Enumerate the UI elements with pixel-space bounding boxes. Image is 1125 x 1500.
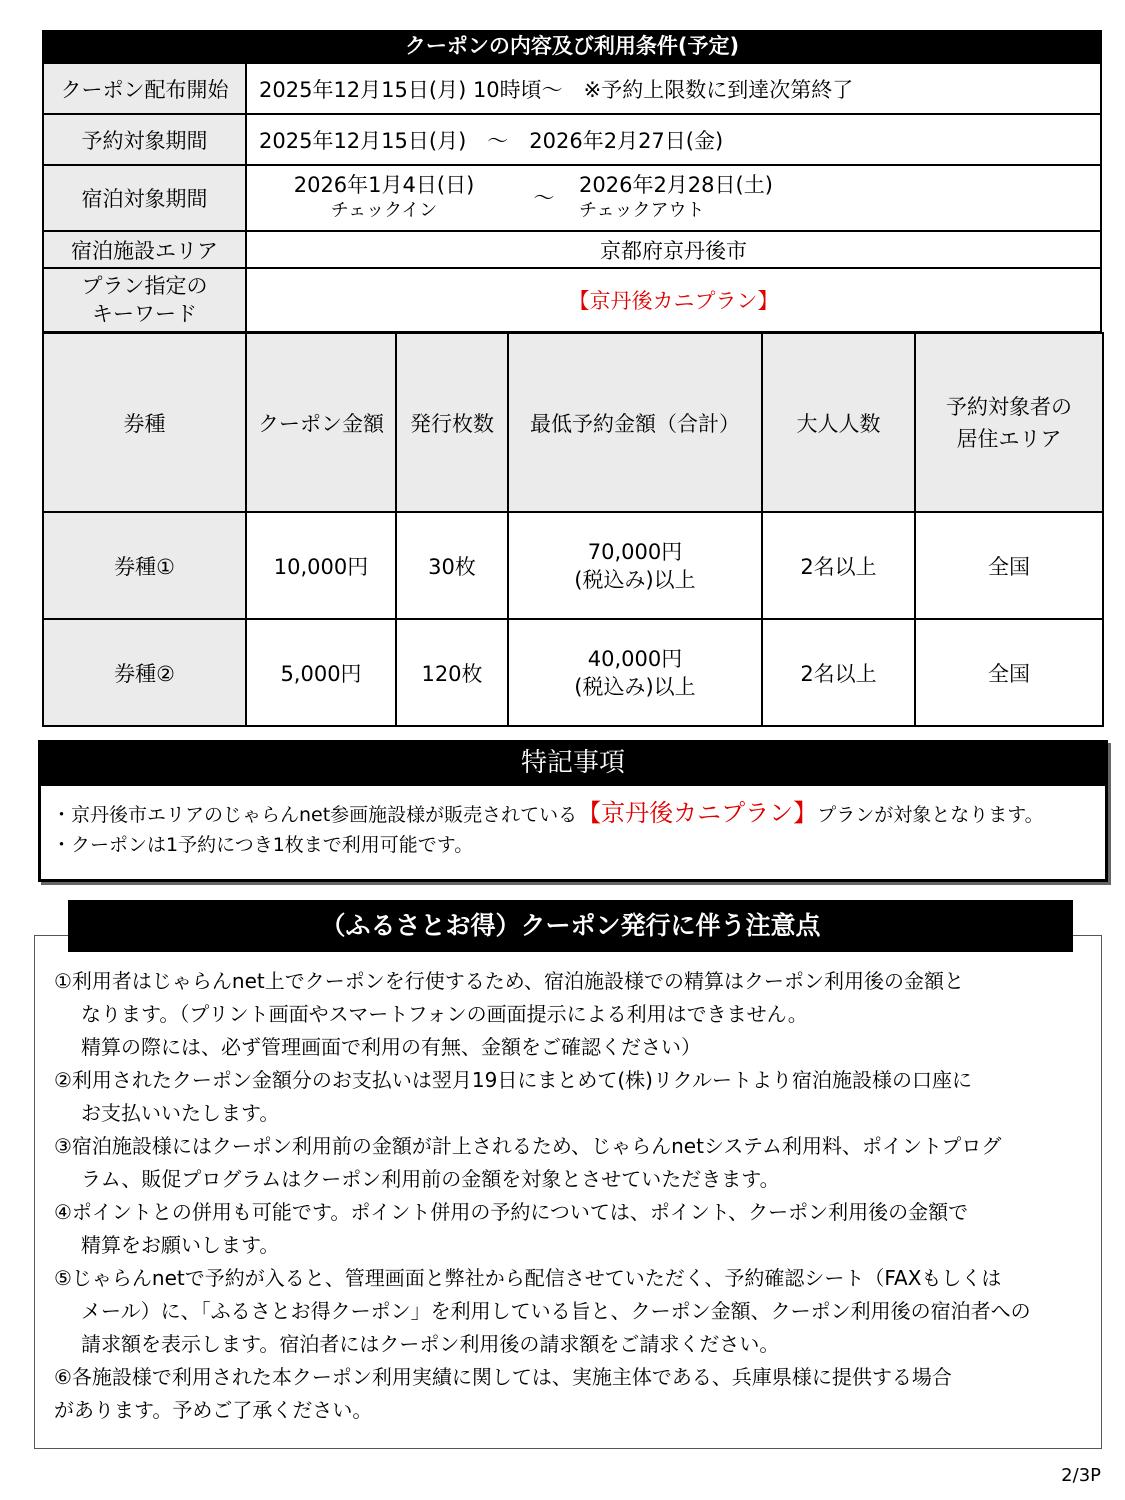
booking-value: 2025年12月15日(月) ～ 2026年2月27日(金) [246, 114, 1101, 165]
ticket-min-booking [508, 512, 762, 619]
notes-body [52, 798, 1102, 860]
conditions-table [42, 62, 1102, 333]
caution-title: （ふるさとお得）クーポン発行に伴う注意点 [68, 900, 1073, 952]
caution-item-5-cont: メール）に、「ふるさとお得クーポン」を利用している旨と、クーポン金額、クーポン利用後の宿泊者への [81, 1299, 1031, 1323]
stay-end [579, 172, 773, 224]
keyword-label-line2: キーワード [92, 302, 197, 326]
booking-row [43, 114, 1101, 165]
distribution-row [43, 63, 1101, 114]
caution-item-2: ②利用されたクーポン金額分のお支払いは翌月19日にまとめて(株)リクルートより宿泊施設様の口座に [54, 1068, 972, 1092]
keyword-value: 【京丹後カニプラン】 [246, 268, 1101, 332]
notes-line-1-before: ・京丹後市エリアのじゃらんnet参画施設様が販売されている [52, 804, 578, 826]
ticket-type: 券種② [43, 619, 246, 726]
area-row [43, 231, 1101, 268]
ticket-type: 券種① [43, 512, 246, 619]
keyword-label-line1: プラン指定の [81, 274, 208, 298]
notes-line-1-after: プランが対象となります。 [817, 804, 1044, 826]
stay-label: 宿泊対象期間 [43, 165, 246, 231]
ticket-count: 120枚 [396, 619, 508, 726]
tickets-table [42, 332, 1104, 727]
stay-start [259, 172, 509, 224]
ticket-amount: 10,000円 [246, 512, 396, 619]
caution-item-4: ④ポイントとの併用も可能です。ポイント併用の予約については、ポイント、クーポン利用後の金額で [54, 1200, 969, 1224]
booking-label: 予約対象期間 [43, 114, 246, 165]
caution-item-5-cont: 請求額を表示します。宿泊者にはクーポン利用後の請求額をご請求ください。 [81, 1332, 780, 1356]
caution-item-2-cont: お支払いいたします。 [81, 1101, 280, 1125]
caution-item-3-cont: ラム、販促プログラムはクーポン利用前の金額を対象とさせていただきます。 [81, 1167, 780, 1191]
stay-start-date: 2026年1月4日(日) [293, 173, 475, 197]
area-label: 宿泊施設エリア [43, 231, 246, 268]
ticket-min-note: (税込み)以上 [574, 674, 696, 699]
stay-separator: ～ [533, 186, 555, 210]
ticket-min-amount: 70,000円 [587, 539, 683, 564]
ticket-min-amount: 40,000円 [587, 646, 683, 671]
page-number: 2/3P [1061, 1465, 1101, 1486]
ticket-amount: 5,000円 [246, 619, 396, 726]
caution-item-1-cont: なります。（プリント画面やスマートフォンの画面提示による利用はできません。 [81, 1002, 808, 1026]
header-residence-line1: 予約対象者の [946, 394, 1072, 419]
ticket-min-note: (税込み)以上 [574, 567, 696, 592]
table-row [43, 619, 1103, 726]
table-row [43, 512, 1103, 619]
caution-item-6-cont: があります。予めご了承ください。 [54, 1398, 373, 1422]
ticket-residence: 全国 [915, 512, 1103, 619]
stay-value [246, 165, 1101, 231]
caution-item-6: ⑥各施設様で利用された本クーポン利用実績に関しては、実施主体である、兵庫県様に提供する場合 [54, 1365, 952, 1389]
stay-start-note: チェックイン [330, 200, 438, 221]
notes-line-2: ・クーポンは1予約につき1枚まで利用可能です。 [52, 834, 474, 856]
ticket-adults: 2名以上 [762, 512, 915, 619]
notes-title: 特記事項 [38, 740, 1108, 786]
stay-end-date: 2026年2月28日(土) [579, 173, 773, 197]
keyword-label [43, 268, 246, 332]
stay-end-note: チェックアウト [579, 200, 705, 221]
distribution-label: クーポン配布開始 [43, 63, 246, 114]
keyword-row [43, 268, 1101, 332]
caution-item-5: ⑤じゃらんnetで予約が入ると、管理画面と弊社から配信させていただく、予約確認シート（FAXもしくは [54, 1266, 1002, 1290]
header-amount: クーポン金額 [246, 333, 396, 512]
notes-line-1 [52, 798, 1102, 830]
ticket-adults: 2名以上 [762, 619, 915, 726]
header-min-booking: 最低予約金額（合計） [508, 333, 762, 512]
conditions-title: クーポンの内容及び利用条件(予定) [42, 30, 1102, 63]
ticket-residence: 全国 [915, 619, 1103, 726]
caution-item-4-cont: 精算をお願いします。 [81, 1233, 280, 1257]
distribution-value: 2025年12月15日(月) 10時頃～ ※予約上限数に到達次第終了 [246, 63, 1101, 114]
header-residence [915, 333, 1103, 512]
ticket-count: 30枚 [396, 512, 508, 619]
header-count: 発行枚数 [396, 333, 508, 512]
header-residence-line2: 居住エリア [956, 426, 1062, 451]
ticket-min-booking [508, 619, 762, 726]
tickets-header-row [43, 333, 1103, 512]
caution-item-3: ③宿泊施設様にはクーポン利用前の金額が計上されるため、じゃらんnetシステム利用料、ポイントプログ [54, 1134, 1002, 1158]
header-type: 券種 [43, 333, 246, 512]
notes-line-1-highlight: 【京丹後カニプラン】 [577, 799, 818, 827]
area-value: 京都府京丹後市 [246, 231, 1101, 268]
stay-row [43, 165, 1101, 231]
caution-item-1-cont: 精算の際には、必ず管理画面で利用の有無、金額をご確認ください） [81, 1035, 701, 1059]
header-adults: 大人人数 [762, 333, 915, 512]
caution-item-1: ①利用者はじゃらんnet上でクーポンを行使するため、宿泊施設様での精算はクーポン利用後の金額と [54, 969, 964, 993]
caution-list [54, 965, 1084, 1427]
